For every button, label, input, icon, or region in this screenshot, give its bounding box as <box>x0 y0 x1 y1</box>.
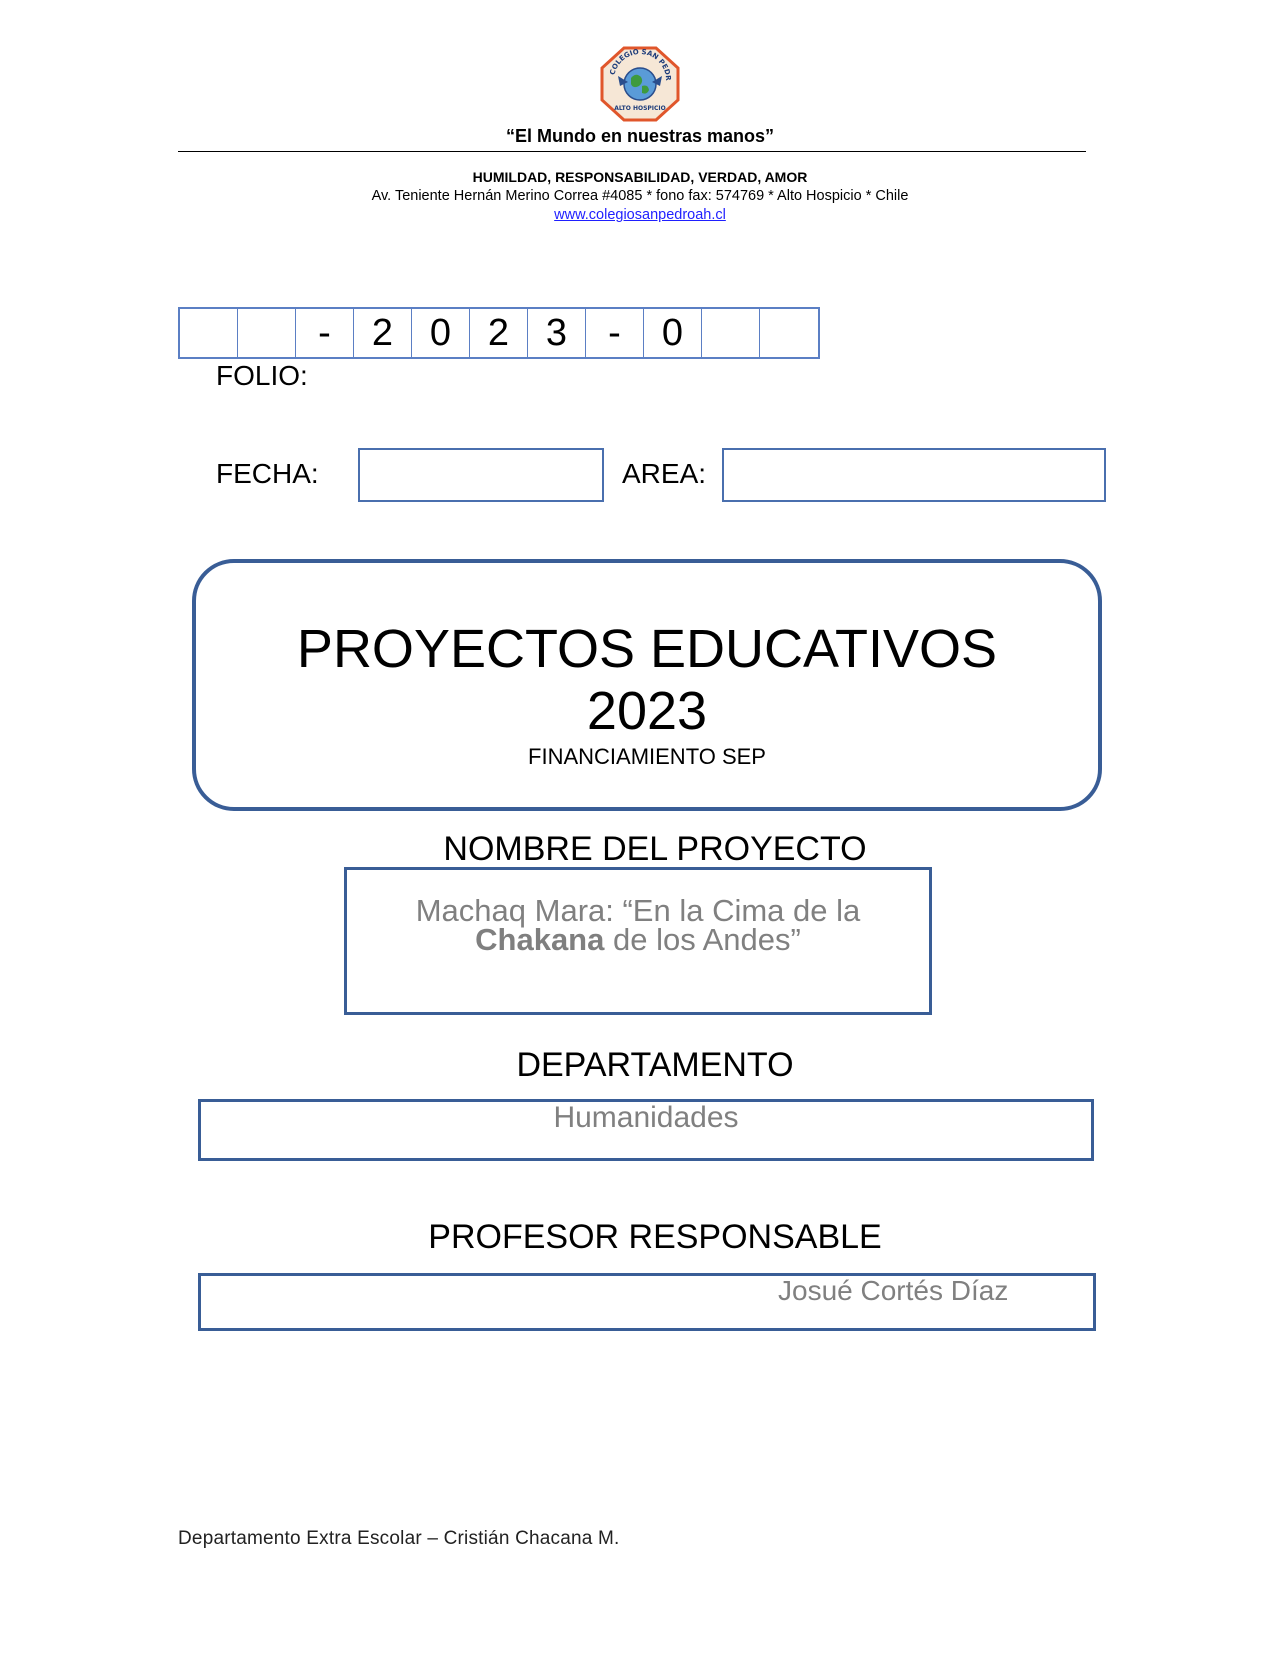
project-name-part2: de los Andes” <box>604 922 801 957</box>
area-label: AREA: <box>622 458 707 489</box>
document-title: PROYECTOS EDUCATIVOS <box>296 619 998 679</box>
teacher-label: PROFESOR RESPONSABLE <box>428 1218 882 1256</box>
header-divider <box>178 151 1086 152</box>
school-values: HUMILDAD, RESPONSABILIDAD, VERDAD, AMOR <box>472 169 808 185</box>
logo-text-top: COLEGIO SAN PEDR <box>608 47 673 81</box>
folio-cell[interactable] <box>238 309 296 357</box>
folio-cell: 2 <box>354 309 412 357</box>
folio-cell: 0 <box>412 309 470 357</box>
fecha-field[interactable] <box>358 448 604 502</box>
school-website <box>0 207 1280 223</box>
folio-cell: 0 <box>644 309 702 357</box>
document-year: 2023 <box>586 681 708 741</box>
project-name-label: NOMBRE DEL PROYECTO <box>443 830 867 868</box>
area-field[interactable] <box>722 448 1106 502</box>
folio-cell: - <box>586 309 644 357</box>
school-logo <box>600 46 680 122</box>
fecha-label: FECHA: <box>216 458 319 489</box>
project-name-part1: Machaq Mara: “En la Cima de la <box>415 893 861 928</box>
teacher-value: Josué Cortés Díaz <box>778 1275 1009 1306</box>
folio-cell: 2 <box>470 309 528 357</box>
folio-label: FOLIO: <box>216 360 308 391</box>
document-subtitle: FINANCIAMIENTO SEP <box>528 744 766 769</box>
page-footer: Departamento Extra Escolar – Cristián Chacana M. <box>178 1528 620 1549</box>
folio-cell[interactable] <box>702 309 760 357</box>
folio-cell[interactable] <box>760 309 818 357</box>
website-link[interactable]: www.colegiosanpedroah.cl <box>554 207 726 223</box>
logo-text-bottom: ALTO HOSPICIO <box>614 105 666 112</box>
folio-grid <box>178 307 820 359</box>
folio-cell: 3 <box>528 309 586 357</box>
department-value: Humanidades <box>553 1101 739 1134</box>
folio-cell: - <box>296 309 354 357</box>
project-name-value <box>344 893 932 957</box>
school-motto: “El Mundo en nuestras manos” <box>505 126 775 146</box>
school-address: Av. Teniente Hernán Merino Correa #4085 * fono fax: 574769 * Alto Hospicio * Chile <box>371 188 909 204</box>
folio-cell[interactable] <box>180 309 238 357</box>
department-label: DEPARTAMENTO <box>516 1046 794 1084</box>
project-name-bold: Chakana <box>475 922 605 957</box>
